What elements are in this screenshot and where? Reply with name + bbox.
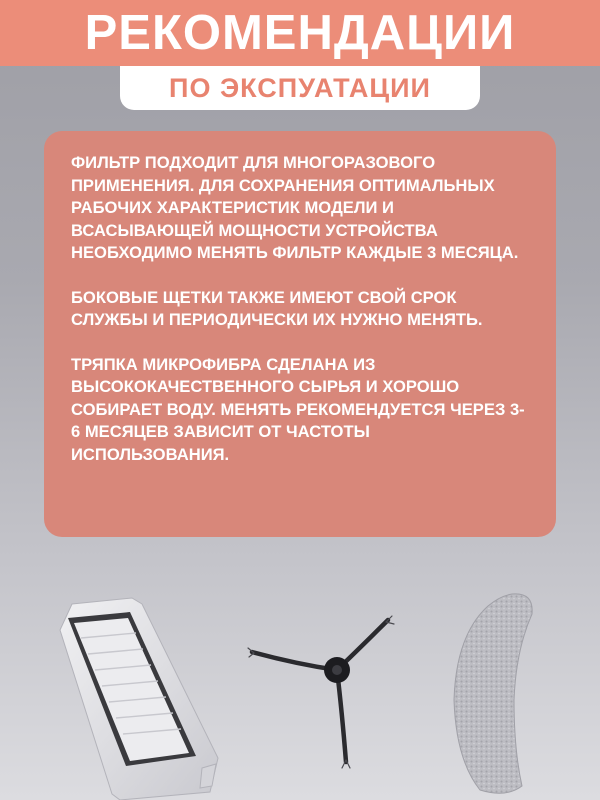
microfiber-mop-icon <box>450 590 540 800</box>
side-brush-icon <box>246 612 396 772</box>
filter-paragraph: ФИЛЬТР ПОДХОДИТ ДЛЯ МНОГОРАЗОВОГО ПРИМЕНЕНИЯ. ДЛЯ СОХРАНЕНИЯ ОПТИМАЛЬНЫХ РАБОЧИХ ХАРАКТЕРИСТИК МОДЕЛИ И ВСАСЫВАЮЩЕЙ МОЩНОСТИ УСТРОЙСТВА НЕОБХОДИМО МЕНЯТЬ ФИЛЬТР КАЖДЫЕ 3 МЕСЯЦА. <box>71 153 519 262</box>
product-images <box>0 590 600 800</box>
brush-paragraph: БОКОВЫЕ ЩЕТКИ ТАКЖЕ ИМЕЮТ СВОЙ СРОК СЛУЖБЫ И ПЕРИОДИЧЕСКИ ИХ НУЖНО МЕНЯТЬ. <box>71 287 483 329</box>
hepa-filter-icon <box>50 596 230 800</box>
mop-paragraph: ТРЯПКА МИКРОФИБРА СДЕЛАНА ИЗ ВЫСОКОКАЧЕСТВЕННОГО СЫРЬЯ И ХОРОШО СОБИРАЕТ ВОДУ. МЕНЯТЬ РЕКОМЕНДУЕТСЯ ЧЕРЕЗ 3-6 МЕСЯЦЕВ ЗАВИСИТ ОТ ЧАСТОТЫ ИСПОЛЬЗОВАНИЯ. <box>71 354 525 464</box>
page-subtitle: ПО ЭКСПУАТАЦИИ <box>120 66 480 110</box>
info-card <box>44 131 556 537</box>
page-title: РЕКОМЕНДАЦИИ <box>84 6 516 60</box>
